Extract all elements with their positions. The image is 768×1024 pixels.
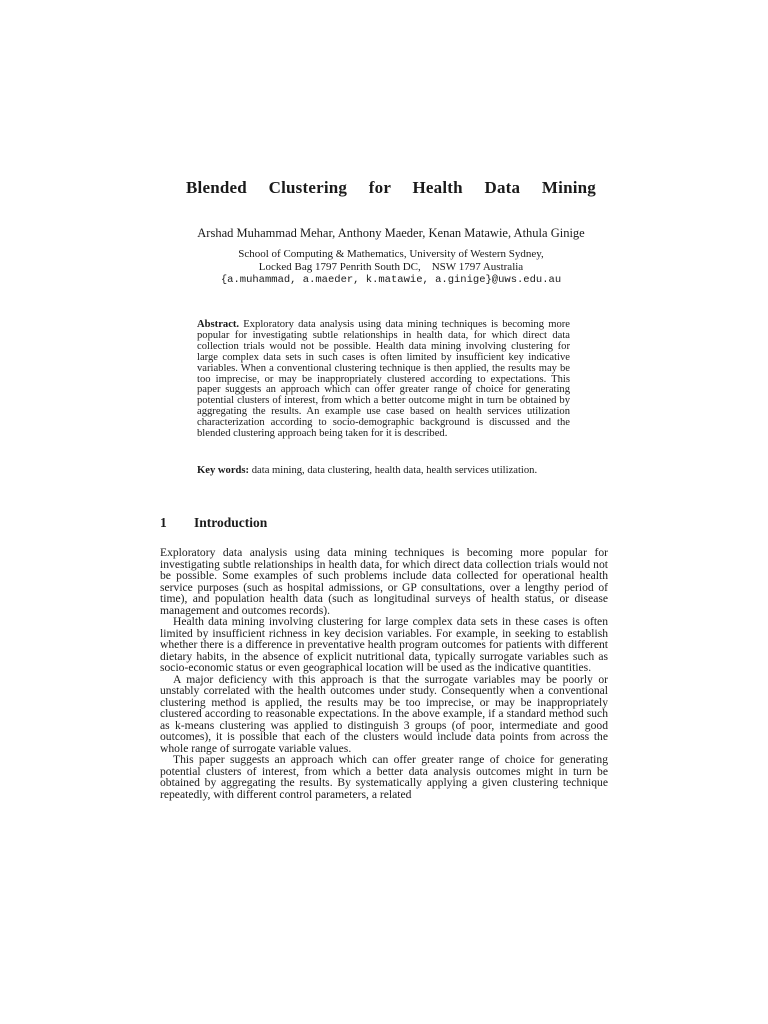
- body-paragraph: This paper suggests an approach which can offer greater range of choice for generating potential clusters of interest, from which a better data analysis outcomes might in turn be obtained by aggregating the results. By systematically applying a given clustering technique repeatedly, with different control parameters, a related: [160, 753, 608, 801]
- abstract-text: Exploratory data analysis using data mining techniques is becoming more popular for investigating subtle relationships in health data, for which direct data collection trials would not be possible. Health data mining involving clustering for large complex data sets in such cases is often limited by insufficient key indicative variables. When a conventional clustering technique is then applied, the results may be too imprecise, or may be inappropriately clustered according to expectations. This paper suggests an approach which can offer greater range of choice for generating potential clusters of interest, from which a better outcome might in turn be obtained by aggregating the results. An example use case based on health services utilization characterization according to socio-demographic background is discussed and the blended clustering approach being taken for it is described.: [197, 319, 570, 440]
- paper-title: Blended Clustering for Health Data Mining: [186, 178, 596, 197]
- affiliation-line-2: Locked Bag 1797 Penrith South DC, NSW 1797 Australia: [258, 261, 524, 273]
- author-list: Arshad Muhammad Mehar, Anthony Maeder, Kenan Matawie, Athula Ginige: [197, 226, 585, 240]
- author-emails: {a.muhammad, a.maeder, k.matawie, a.ginige}@uws.edu.au: [220, 274, 562, 286]
- affiliation-block: [160, 248, 622, 287]
- section-body: [160, 547, 608, 800]
- keywords-label: Key words:: [197, 465, 250, 476]
- body-paragraph: A major deficiency with this approach is that the surrogate variables may be poorly or unstably correlated with the health outcomes under study. Consequently when a conventional clustering method is applied, the results may be too imprecise, or may be inappropriately clustered according to reasonable expectations. In the above example, if a standard method such as k-means clustering was applied to distinguish 3 groups (of poor, intermediate and good outcomes), it is possible that each of the clusters would include data points from across the whole range of surrogate variable values.: [160, 672, 608, 755]
- body-paragraph: Health data mining involving clustering for large complex data sets in these cases is often limited by insufficient richness in key decision variables. For example, in seeking to establish whether there is a difference in preventative health program outcomes for patients with different dietary habits, in the absence of explicit nutritional data, typically surrogate variables such as socio-economic status or even geographical location will be used as the indicative quantities.: [160, 615, 608, 674]
- body-paragraph: Exploratory data analysis using data mining techniques is becoming more popular for investigating subtle relationships in health data, for which direct data collection trials would not be possible. Some examples of such problems include data collected for operational health service purposes (such as hospital admissions, or GP consultations, over a lengthy period of time), and population health data (such as longitudinal surveys of health status, or disease management and outcomes records).: [160, 546, 608, 617]
- section-title: Introduction: [194, 515, 268, 530]
- section-heading: [160, 515, 267, 531]
- abstract-label: Abstract.: [197, 319, 240, 330]
- abstract: [197, 320, 570, 440]
- affiliation-line-1: School of Computing & Mathematics, University of Western Sydney,: [238, 248, 544, 260]
- section-number: 1: [160, 515, 167, 530]
- keywords: [197, 465, 577, 476]
- keywords-text: data mining, data clustering, health data, health services utilization.: [251, 465, 538, 476]
